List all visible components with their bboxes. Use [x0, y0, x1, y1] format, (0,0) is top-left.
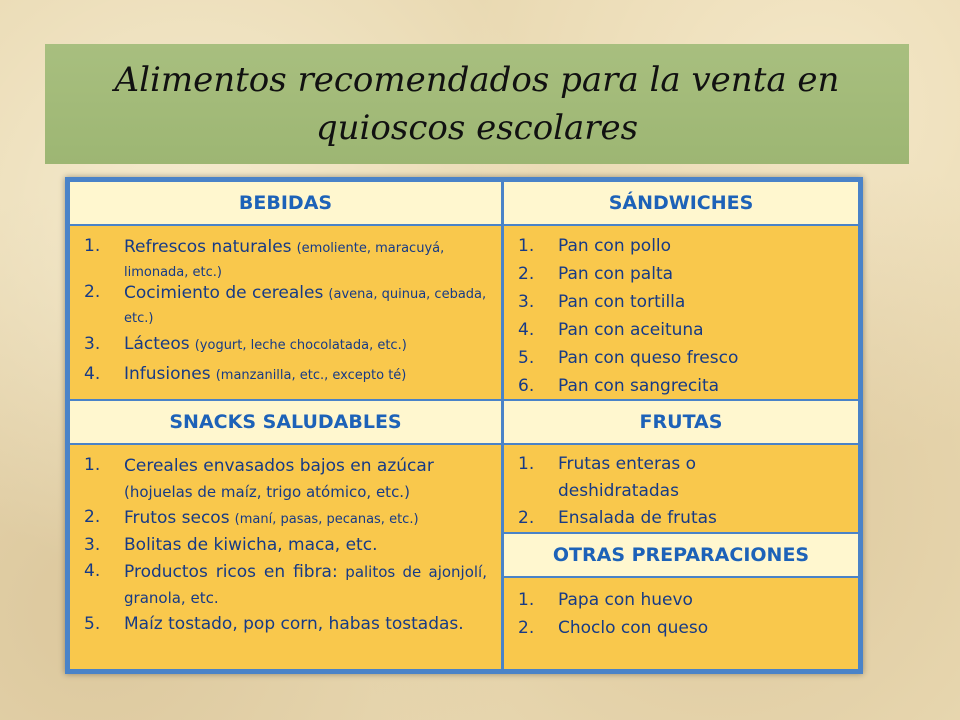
item-number: 4. — [84, 364, 101, 384]
title-band — [45, 44, 909, 164]
list-item — [518, 586, 846, 614]
cell-snacks — [70, 445, 501, 669]
item-detail: (hojuelas de maíz, trigo atómico, etc.) — [124, 483, 410, 501]
item-number: 4. — [518, 320, 535, 340]
list-item — [518, 372, 846, 400]
cell-frutas — [504, 445, 858, 532]
item-main: Pan con tortilla — [558, 292, 686, 312]
item-number: 1. — [84, 455, 101, 475]
item-number: 4. — [84, 561, 101, 581]
item-main: Cereales envasados bajos en azúcar — [124, 456, 434, 476]
list-item — [84, 453, 487, 505]
header-bebidas — [70, 182, 501, 224]
list-item — [84, 332, 487, 362]
header-snacks — [70, 401, 501, 443]
list-item — [518, 505, 846, 532]
item-main: Papa con huevo — [558, 590, 693, 610]
item-main: Pan con queso fresco — [558, 348, 739, 368]
item-number: 2. — [518, 264, 535, 284]
item-main: Bolitas de kiwicha, maca, etc. — [124, 535, 378, 555]
cell-sandwiches — [504, 226, 858, 399]
list-snacks — [84, 453, 487, 663]
header-sandwiches — [504, 182, 858, 224]
header-sandwiches-label: SÁNDWICHES — [608, 192, 754, 214]
item-number: 1. — [518, 236, 535, 256]
item-number: 3. — [518, 292, 535, 312]
list-item — [84, 533, 487, 559]
item-number: 2. — [518, 618, 535, 638]
item-main: Infusiones — [124, 364, 211, 384]
list-item — [518, 451, 846, 505]
item-number: 6. — [518, 376, 535, 396]
item-number: 2. — [518, 508, 535, 528]
item-detail: (manzanilla, etc., excepto té) — [215, 368, 407, 383]
item-detail: (emoliente, maracuyá, limonada, etc.) — [124, 241, 445, 280]
list-frutas — [518, 451, 846, 532]
item-number: 3. — [84, 535, 101, 555]
list-item — [84, 236, 487, 282]
item-main: Lácteos — [124, 334, 190, 354]
item-main: Pan con pollo — [558, 236, 672, 256]
item-detail: (avena, quinua, cebada, etc.) — [124, 287, 487, 326]
header-frutas-label: FRUTAS — [639, 411, 723, 433]
item-number: 1. — [84, 236, 101, 256]
item-number: 5. — [84, 614, 101, 634]
item-main: Refrescos naturales — [124, 237, 292, 257]
list-item — [84, 611, 487, 663]
item-main: Pan con sangrecita — [558, 376, 720, 396]
list-item — [84, 505, 487, 533]
header-otras — [504, 534, 858, 576]
list-item — [84, 362, 487, 390]
item-main: Cocimiento de cereales — [124, 283, 324, 303]
header-otras-label: OTRAS PREPARACIONES — [552, 544, 810, 566]
item-main: Productos ricos en fibra: — [124, 562, 338, 582]
list-item — [518, 232, 846, 260]
header-bebidas-label: BEBIDAS — [238, 192, 333, 214]
list-item — [84, 559, 487, 611]
list-sandwiches — [518, 232, 846, 400]
list-item — [518, 316, 846, 344]
item-main: Pan con aceituna — [558, 320, 704, 340]
item-detail: (yogurt, leche chocolatada, etc.) — [194, 338, 407, 353]
item-main: Frutas enteras o deshidratadas — [558, 454, 697, 501]
item-number: 2. — [84, 282, 101, 302]
item-main: Pan con palta — [558, 264, 674, 284]
item-number: 3. — [84, 334, 101, 354]
item-main: Maíz tostado, pop corn, habas tostadas. — [124, 614, 464, 634]
food-table — [65, 177, 863, 674]
list-item — [518, 344, 846, 372]
item-main: Ensalada de frutas — [558, 508, 717, 528]
list-bebidas — [84, 236, 487, 390]
header-frutas — [504, 401, 858, 443]
cell-otras — [504, 578, 858, 669]
item-main: Frutos secos — [124, 508, 230, 528]
list-item — [518, 614, 846, 642]
item-detail: palitos de ajonjolí, granola, etc. — [124, 563, 487, 607]
cell-bebidas — [70, 226, 501, 399]
item-number: 2. — [84, 507, 101, 527]
item-number: 5. — [518, 348, 535, 368]
list-item — [84, 282, 487, 332]
slide-title: Alimentos recomendados para la venta en quioscos escolares — [114, 60, 840, 148]
item-main: Choclo con queso — [558, 618, 709, 638]
header-snacks-label: SNACKS SALUDABLES — [169, 411, 402, 433]
item-detail: (maní, pasas, pecanas, etc.) — [234, 512, 419, 527]
item-number: 1. — [518, 454, 535, 474]
item-number: 1. — [518, 590, 535, 610]
list-item — [518, 288, 846, 316]
list-otras — [518, 586, 846, 642]
list-item — [518, 260, 846, 288]
